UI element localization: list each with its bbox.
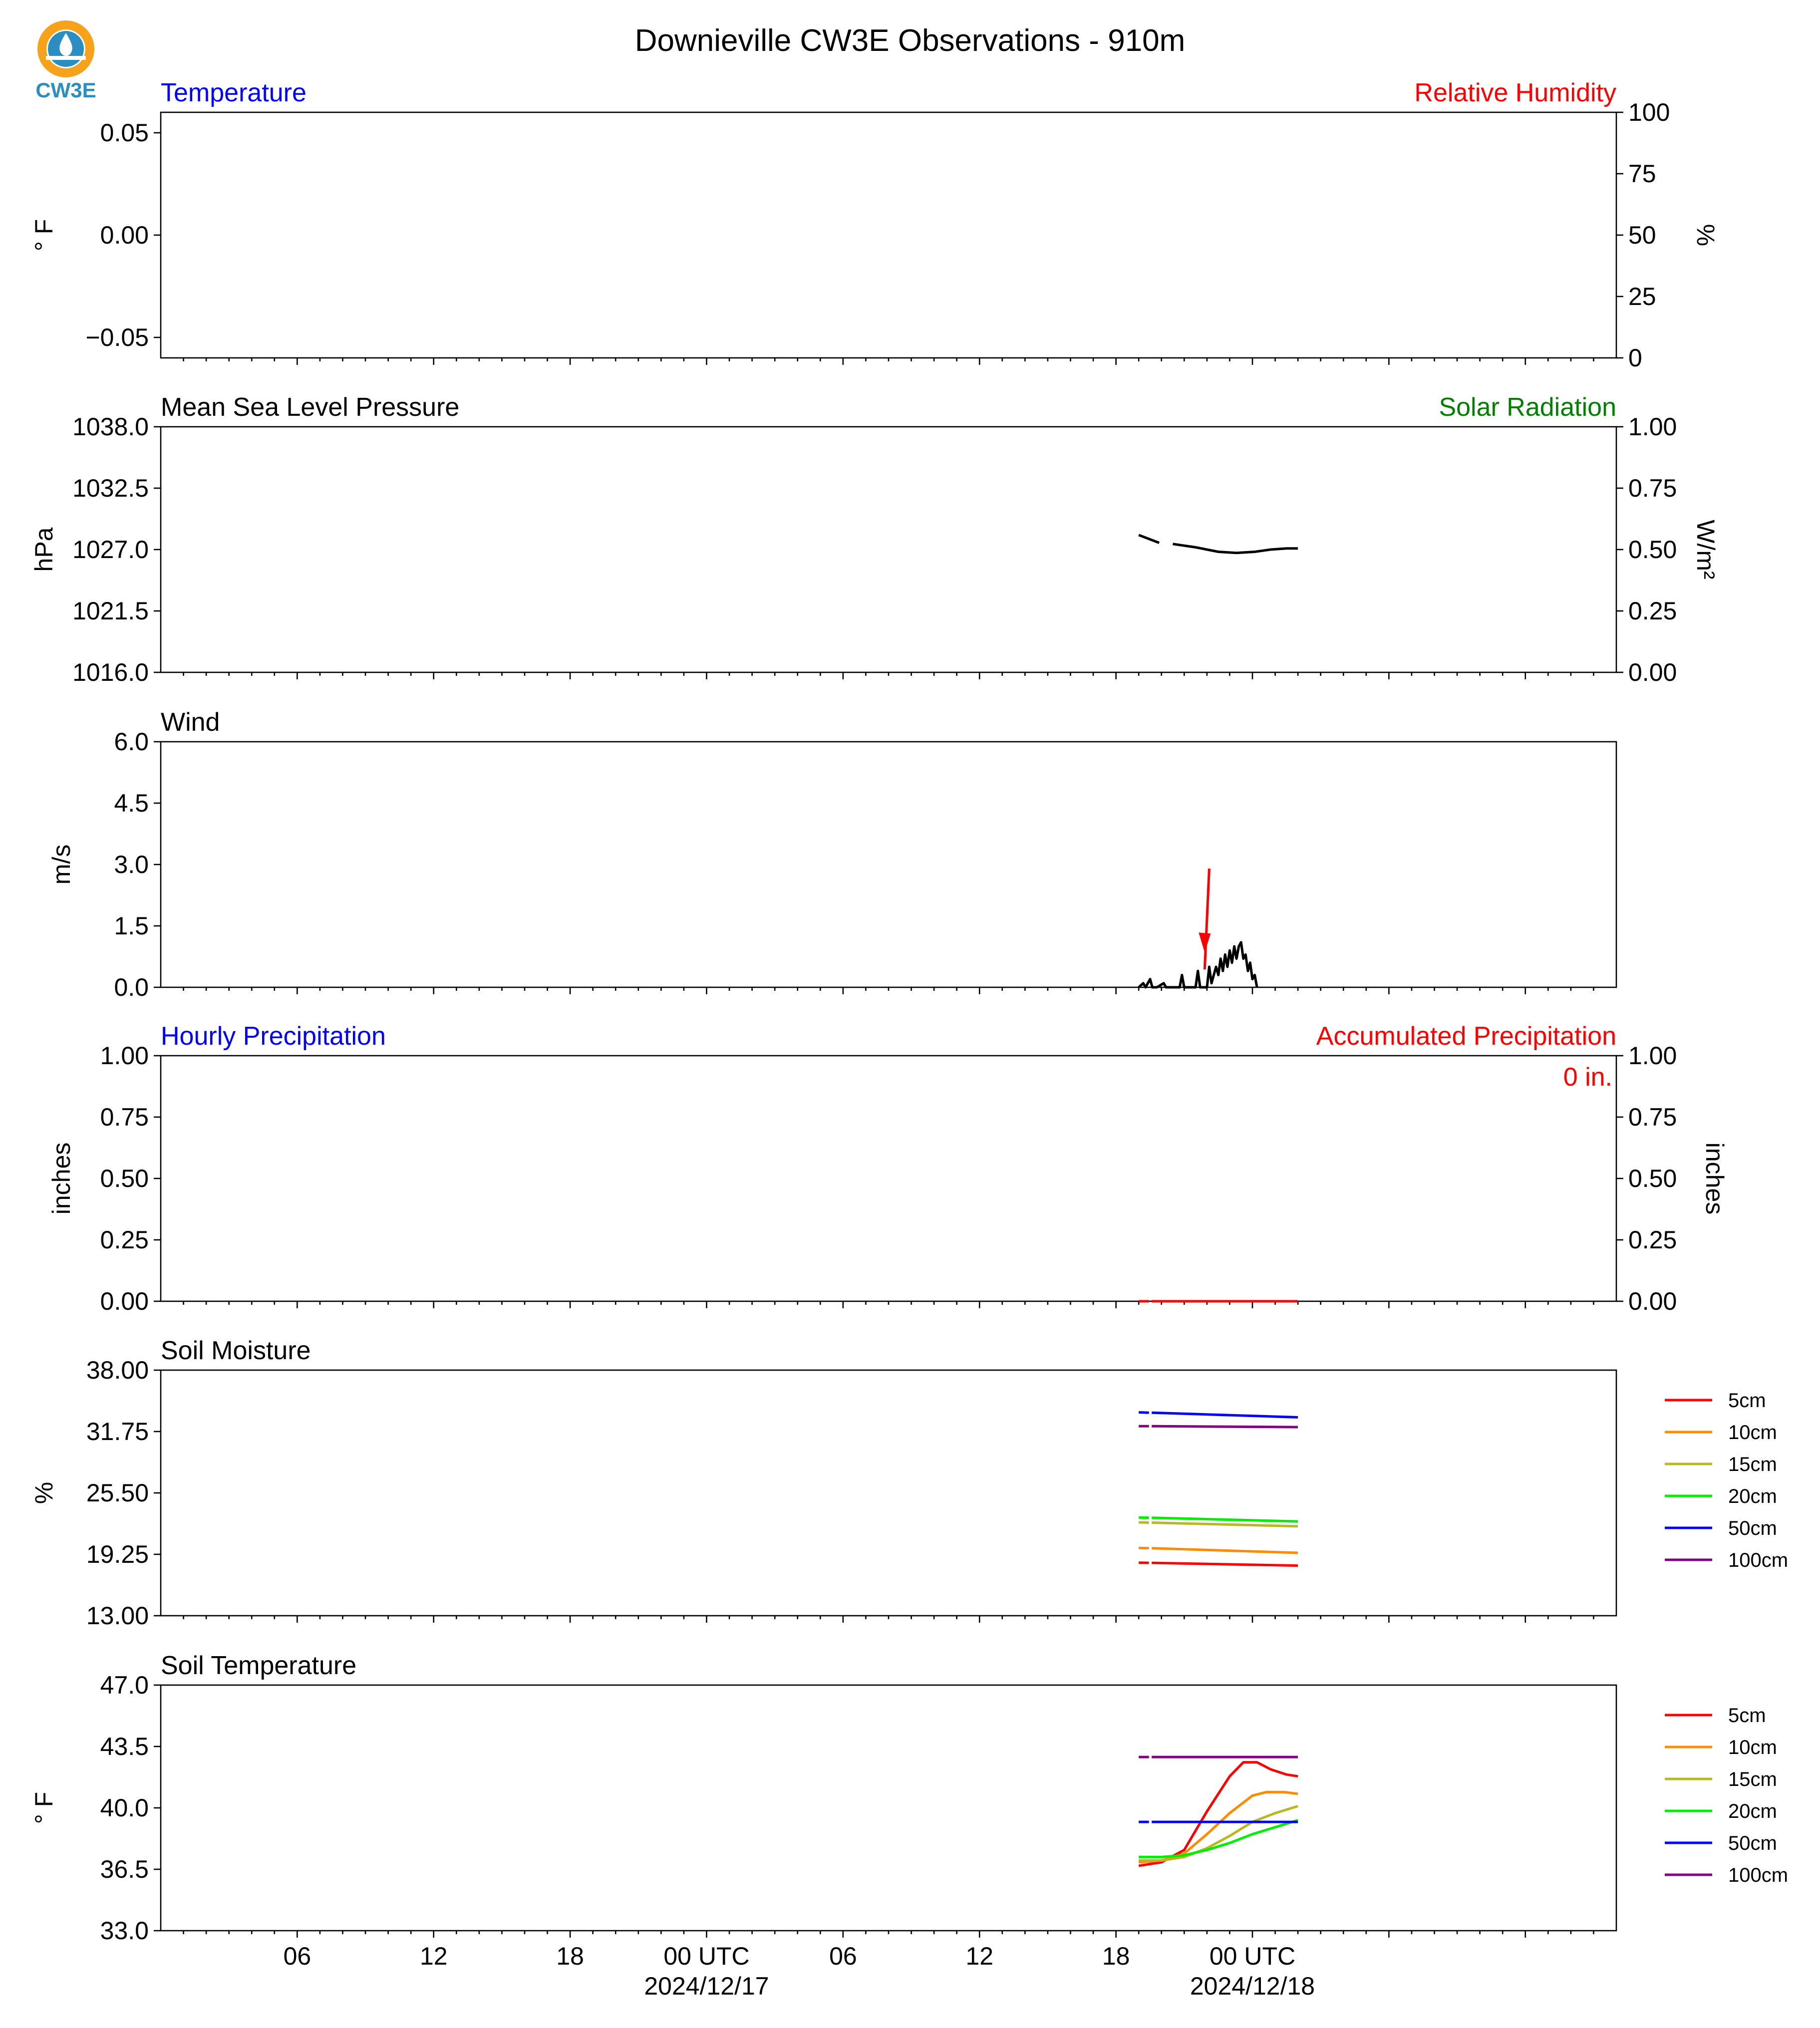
logo-wave-icon xyxy=(46,56,86,60)
right-y-tick-label: 50 xyxy=(1628,221,1656,249)
y-tick-label: 31.75 xyxy=(86,1418,149,1446)
y-tick-label: 38.00 xyxy=(86,1356,149,1384)
y-axis-label: % xyxy=(30,1481,58,1504)
legend-label-15cm: 15cm xyxy=(1728,1768,1777,1790)
panel-title-right: Relative Humidity xyxy=(1414,78,1616,107)
y-axis-label: inches xyxy=(47,1142,75,1215)
y-tick-label: 0.00 xyxy=(100,1287,149,1315)
series-line xyxy=(1173,544,1298,553)
x-tick-label: 06 xyxy=(283,1942,311,1970)
y-tick-label: 19.25 xyxy=(86,1540,149,1568)
legend-label-10cm: 10cm xyxy=(1728,1422,1777,1444)
panel-title-left: Temperature xyxy=(161,78,306,107)
right-y-tick-label: 1.00 xyxy=(1628,1042,1677,1070)
x-tick-label: 06 xyxy=(829,1942,857,1970)
y-tick-label: 1021.5 xyxy=(72,597,149,625)
y-axis-label: hPa xyxy=(30,527,58,572)
annotation-arrow-head xyxy=(1199,932,1211,952)
y-tick-label: 13.00 xyxy=(86,1602,149,1630)
plot-frame xyxy=(161,112,1616,358)
y-tick-label: 47.0 xyxy=(100,1671,149,1699)
accumulated-precip-label: 0 in. xyxy=(1563,1063,1612,1092)
legend-label-5cm: 5cm xyxy=(1728,1705,1766,1727)
y-tick-label: 1016.0 xyxy=(72,658,149,686)
right-y-tick-label: 100 xyxy=(1628,98,1670,126)
right-y-tick-label: 0.50 xyxy=(1628,536,1677,564)
right-y-axis-label: % xyxy=(1692,224,1720,247)
y-tick-label: 3.0 xyxy=(114,851,149,878)
legend-label-15cm: 15cm xyxy=(1728,1453,1777,1475)
right-y-tick-label: 0.50 xyxy=(1628,1164,1677,1192)
y-tick-label: −0.05 xyxy=(85,323,149,351)
y-tick-label: 1038.0 xyxy=(72,413,149,441)
y-tick-label: 0.00 xyxy=(100,221,149,249)
right-y-tick-label: 0.25 xyxy=(1628,597,1677,625)
legend-label-100cm: 100cm xyxy=(1728,1864,1789,1886)
right-y-tick-label: 25 xyxy=(1628,283,1656,310)
y-tick-label: 1027.0 xyxy=(72,536,149,564)
y-axis-label: ° F xyxy=(30,1791,58,1824)
y-tick-label: 0.50 xyxy=(100,1164,149,1192)
legend-label-5cm: 5cm xyxy=(1728,1390,1766,1412)
series-line-100cm xyxy=(1152,1426,1298,1427)
right-y-tick-label: 0.00 xyxy=(1628,658,1677,686)
right-y-axis-label: inches xyxy=(1701,1142,1729,1215)
series-line xyxy=(1139,535,1159,543)
x-tick-label: 18 xyxy=(1102,1942,1130,1970)
panel-precip xyxy=(47,1022,1729,1315)
right-y-tick-label: 0.75 xyxy=(1628,1103,1677,1131)
y-tick-label: 36.5 xyxy=(100,1855,149,1883)
legend-label-20cm: 20cm xyxy=(1728,1485,1777,1507)
panel-title-left: Wind xyxy=(161,708,220,737)
right-y-tick-label: 0.25 xyxy=(1628,1226,1677,1254)
x-tick-label: 00 UTC xyxy=(1209,1942,1296,1970)
x-tick-label: 18 xyxy=(556,1942,584,1970)
series-line-15cm xyxy=(1139,1522,1149,1523)
panel-pressure xyxy=(30,393,1720,686)
x-tick-label: 12 xyxy=(965,1942,994,1970)
series-line xyxy=(1139,942,1257,987)
series-line-20cm xyxy=(1139,1517,1149,1518)
plot-frame xyxy=(161,742,1616,987)
series-line-50cm xyxy=(1152,1413,1298,1417)
x-date-label: 2024/12/18 xyxy=(1190,1972,1315,2000)
x-tick-label: 12 xyxy=(419,1942,448,1970)
legend-label-50cm: 50cm xyxy=(1728,1832,1777,1854)
panel-title-left: Soil Moisture xyxy=(161,1336,311,1365)
y-tick-label: 0.0 xyxy=(114,973,149,1001)
y-tick-label: 0.25 xyxy=(100,1226,149,1254)
y-tick-label: 1.00 xyxy=(100,1042,149,1070)
panel-title-left: Mean Sea Level Pressure xyxy=(161,393,460,422)
series-line-10cm xyxy=(1152,1548,1298,1553)
y-tick-label: 6.0 xyxy=(114,728,149,756)
y-axis-label: m/s xyxy=(47,844,75,885)
y-tick-label: 0.75 xyxy=(100,1103,149,1131)
legend-label-20cm: 20cm xyxy=(1728,1800,1777,1822)
legend-label-50cm: 50cm xyxy=(1728,1517,1777,1539)
series-line-20cm xyxy=(1152,1518,1298,1521)
plot-frame xyxy=(161,1685,1616,1931)
series-line-15cm xyxy=(1139,1806,1298,1861)
y-tick-label: 4.5 xyxy=(114,789,149,817)
plot-frame xyxy=(161,1370,1616,1616)
logo-text: CW3E xyxy=(35,78,96,102)
cw3e-logo xyxy=(35,25,96,102)
right-y-tick-label: 1.00 xyxy=(1628,413,1677,441)
right-y-tick-label: 0.75 xyxy=(1628,474,1677,502)
annotation-arrow-shaft xyxy=(1205,869,1209,969)
panel-title-right: Solar Radiation xyxy=(1439,393,1616,422)
x-date-label: 2024/12/17 xyxy=(644,1972,769,2000)
x-tick-label: 00 UTC xyxy=(663,1942,750,1970)
right-y-tick-label: 75 xyxy=(1628,160,1656,188)
panel-title-left: Soil Temperature xyxy=(161,1651,357,1680)
y-tick-label: 1032.5 xyxy=(72,474,149,502)
y-tick-label: 40.0 xyxy=(100,1794,149,1822)
y-tick-label: 25.50 xyxy=(86,1479,149,1507)
right-y-tick-label: 0.00 xyxy=(1628,1287,1677,1315)
legend-label-10cm: 10cm xyxy=(1728,1737,1777,1758)
y-tick-label: 43.5 xyxy=(100,1733,149,1760)
y-tick-label: 33.0 xyxy=(100,1917,149,1945)
figure-title: Downieville CW3E Observations - 910m xyxy=(634,23,1186,58)
panel-wind xyxy=(47,708,1616,1001)
right-y-tick-label: 0 xyxy=(1628,344,1642,372)
y-axis-label: ° F xyxy=(30,219,58,252)
plot-frame xyxy=(161,427,1616,672)
panel-soil_moisture xyxy=(30,1336,1788,1630)
series-line-5cm xyxy=(1152,1563,1298,1566)
right-y-axis-label: W/m² xyxy=(1692,520,1720,579)
panel-soil_temp xyxy=(30,1651,1788,1945)
panel-temperature xyxy=(30,78,1720,372)
series-line-15cm xyxy=(1152,1523,1298,1526)
panel-title-right: Accumulated Precipitation xyxy=(1316,1022,1616,1051)
y-tick-label: 1.5 xyxy=(114,912,149,940)
panel-title-left: Hourly Precipitation xyxy=(161,1022,386,1051)
legend-label-100cm: 100cm xyxy=(1728,1549,1789,1571)
plot-frame xyxy=(161,1056,1616,1301)
series-line-20cm xyxy=(1139,1820,1298,1857)
y-tick-label: 0.05 xyxy=(100,119,149,147)
